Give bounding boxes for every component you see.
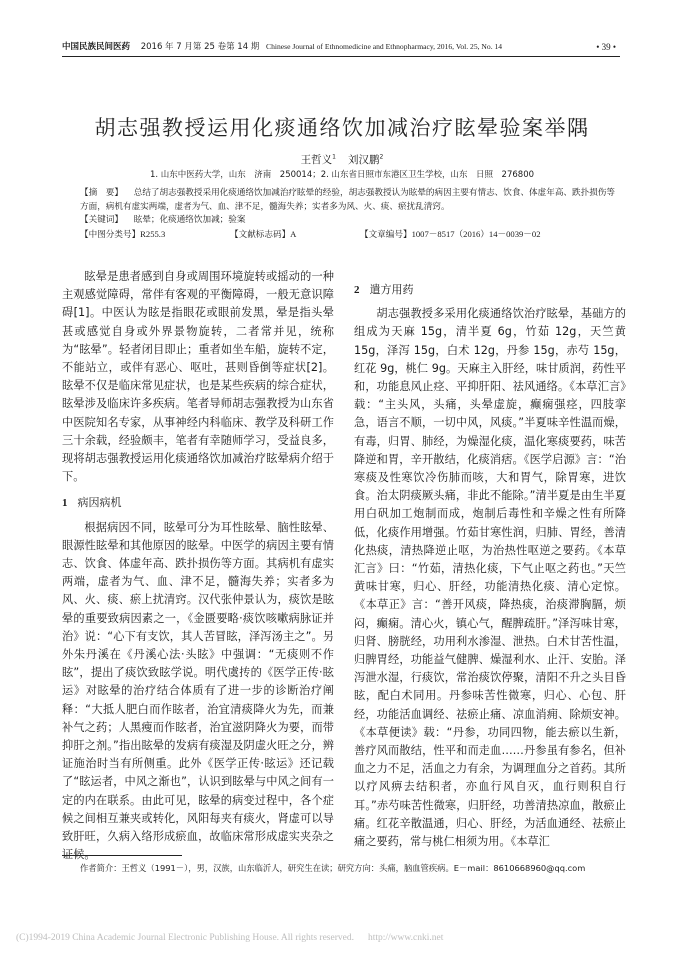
section-title: 病因病机	[77, 496, 122, 510]
affiliations: 1. 山东中医药大学，山东 济南 250014；2. 山东省日照市东港区卫生学校，山东 日照 276800	[149, 170, 535, 180]
right-column	[354, 281, 626, 851]
abstract-label: 【摘 要】	[80, 188, 123, 198]
copyright-text: (C)1994-2019 China Academic Journal Electronic Publishing House. All rights reserved.	[16, 933, 354, 943]
footnote-label: 作者简介：	[80, 863, 122, 873]
author-footnote	[62, 862, 622, 875]
author-affiliation-mark: 1	[332, 153, 336, 161]
author-list	[0, 152, 684, 167]
abstract-text: 总结了胡志强教授采用化痰通络饮加减治疗眩晕的经验，胡志强教授认为眩晕的病因主要有情志、饮食、体虚年高、跌扑损伤等方面，病机有虚实两端，虚者为气、血、津不足，髓海失养；实者多为风、火、痰、瘀扰乱清窍。	[80, 188, 615, 212]
clc-label: 【中图分类号】	[80, 229, 141, 240]
issue-info-cn: 2016 年 7 月第 25 卷第 14 期	[140, 42, 260, 52]
section-number: 2	[354, 284, 360, 296]
doc-code-value: A	[290, 228, 297, 239]
footnote-text: 王哲义（1991－），男，汉族，山东临沂人，研究生在读；研究方向：头痛，脑血管疾病。E－mail：8610668960@qq.com	[121, 863, 586, 873]
intro-paragraph: 眩晕是患者感到自身或周围环境旋转或摇动的一种主观感觉障碍，常伴有客观的平衡障碍，一般无意识障碍[1]。中医认为眩是指眼花或眼前发黑，晕是指头晕甚或感觉自身或外界景物旋转，二者常并见，统称为“眩晕”。轻者闭目即止；重者如坐车船，旋转不定，不能站立，或伴有恶心、呕吐，甚则昏倒等症状[2]。眩晕不仅是临床常见症状，也是某些疾病的综合症状，眩晕涉及临床许多疾病。笔者导师胡志强教授为山东省中医院知名专家，从事神经内科临床、教学及科研工作三十余载，经验颇丰，笔者有幸随师学习，受益良多，现将胡志强教授运用化痰通络饮加减治疗眩晕病介绍于下。	[62, 270, 334, 484]
section-paragraph: 根据病因不同，眩晕可分为耳性眩晕、脑性眩晕、眼源性眩晕和其他原因的眩晕。中医学的病因主要有情志、饮食、体虚年高、跌扑损伤等方面。其病机有虚实两端，虚者为气、血、津不足，髓海失养；实者多为风、火、痰、瘀上扰清窍。汉代张仲景认为，痰饮是眩晕的重要致病因素之一，《金匮要略·痰饮咳嗽病脉证并治》说：“心下有支饮，其人苦冒眩，泽泻汤主之”。另外朱丹溪在《丹溪心法·头眩》中强调：“无痰则不作眩”，提出了痰饮致眩学说。明代虞抟的《医学正传·眩运》对眩晕的治疗结合体质有了进一步的诊断治疗阐释：“大抵人肥白而作眩者，治宜清痰降火为先，而兼补气之药；人黑瘦而作眩者，治宜滋阴降火为要，而带抑肝之剂。”指出眩晕的发病有痰湿及阴虚火旺之分，辨证施治时当有所侧重。此外《医学正传·眩运》还记载了“眩运者，中风之渐也”，认识到眩晕与中风之间有一定的内在联系。由此可见，眩晕的病变过程中，各个症候之间相互兼夹或转化，风阳每夹有痰火，肾虚可以导致肝旺，久病入络形成瘀血，故临床常形成虚实夹杂之证候。	[62, 520, 334, 862]
journal-name-en: Chinese Journal of Ethnomedicine and Ethnopharmacy, 2016, Vol. 25, No. 14	[266, 42, 503, 51]
article-title: 胡志强教授运用化痰通络饮加减治疗眩晕验案举隅	[94, 116, 590, 140]
article-no-value: 1007－8517（2016）14－0039－02	[411, 228, 541, 239]
classification-row	[62, 228, 618, 243]
page-number: • 39 •	[596, 42, 616, 52]
abstract-block	[62, 187, 618, 242]
section-heading	[62, 494, 334, 512]
left-column	[62, 268, 334, 865]
section-heading	[354, 281, 626, 299]
author-name: 王哲义	[300, 154, 333, 166]
article-no-label: 【文章编号】	[360, 229, 412, 240]
section-paragraph: 胡志强教授多采用化痰通络饮治疗眩晕，基础方的组成为天麻 15g，清半夏 6g，竹茹 12g，天竺黄 15g，泽泻 15g，白术 12g，丹参 15g，赤芍 15g，红花 9g，桃仁 9g。天麻主入肝经，味甘质润，药性平和，功能息风止痉、平抑肝阳、祛风通络。《本草汇言》载：“主头风，头痛，头晕虚旋，癫痫强痉，四肢挛急，语言不顺，一切中风，风痰。”半夏味辛性温而燥，有毒，归胃、肺经，为燥湿化痰，温化寒痰要药，味苦降逆和胃，辛开散结，化痰消痞。《医学启源》言：“治寒痰及性寒饮冷伤肺而咳，大和胃气，除胃寒，进饮食。治太阴痰厥头痛，非此不能除。”清半夏是由生半夏用白矾加工炮制而成，炮制后毒性和辛燥之性有所降低，化痰作用增强。竹茹甘寒性润，归肺、胃经，善清化热痰，清热降逆止呕，为治热性呕逆之要药。《本草汇言》曰：“竹茹，清热化痰，下气止呕之药也。”天竺黄味甘寒，归心、肝经，功能清热化痰、清心定惊。《本草正》言：“善开风痰，降热痰，治痰滞胸膈，烦闷，癫痫。清心火，镇心气，醒脾疏肝。”泽泻味甘寒，归肾、膀胱经，功用利水渗湿、泄热。白术甘苦性温，归脾胃经，功能益气健脾、燥湿利水、止汗、安胎。泽泻泄水湿，行痰饮，常治痰饮停聚，清阳不升之头目昏眩，配白术同用。丹参味苦性微寒，归心、心包、肝经，功能活血调经、祛瘀止痛、凉血消痈、除烦安神。《本草便读》载：“丹参，功同四物，能去瘀以生新，善疗风而散结，性平和而走血……丹参虽有参名，但补血之力不足，活血之力有余，为调理血分之首药。其所以疗风痹去结积者，亦血行风自灭，血行则积自行耳。”赤芍味苦性微寒，归肝经，功善清热凉血，散瘀止痛。红花辛散温通，归心、肝经，为活血通经、祛瘀止痛之要药，常与桃仁相须为用。《本草汇	[354, 307, 626, 849]
abstract	[62, 187, 618, 214]
author-name: 刘汉鹏	[348, 154, 380, 166]
clc-value: R255.3	[140, 228, 166, 239]
keywords	[62, 214, 618, 228]
journal-name-cn: 中国民族民间医药	[62, 42, 131, 52]
section-title: 遣方用药	[369, 283, 414, 296]
copyright-url[interactable]: http://www.cnki.net	[367, 933, 444, 943]
section-number: 1	[62, 497, 68, 510]
author-affiliation-mark: 2	[379, 153, 384, 161]
doc-code-label: 【文献标志码】	[230, 229, 291, 240]
running-header	[62, 40, 620, 57]
keywords-text: 眩晕；化痰通络饮加减；验案	[133, 215, 246, 225]
footnote-divider	[62, 855, 182, 856]
keywords-label: 【关键词】	[80, 215, 123, 225]
copyright-watermark	[16, 933, 443, 943]
